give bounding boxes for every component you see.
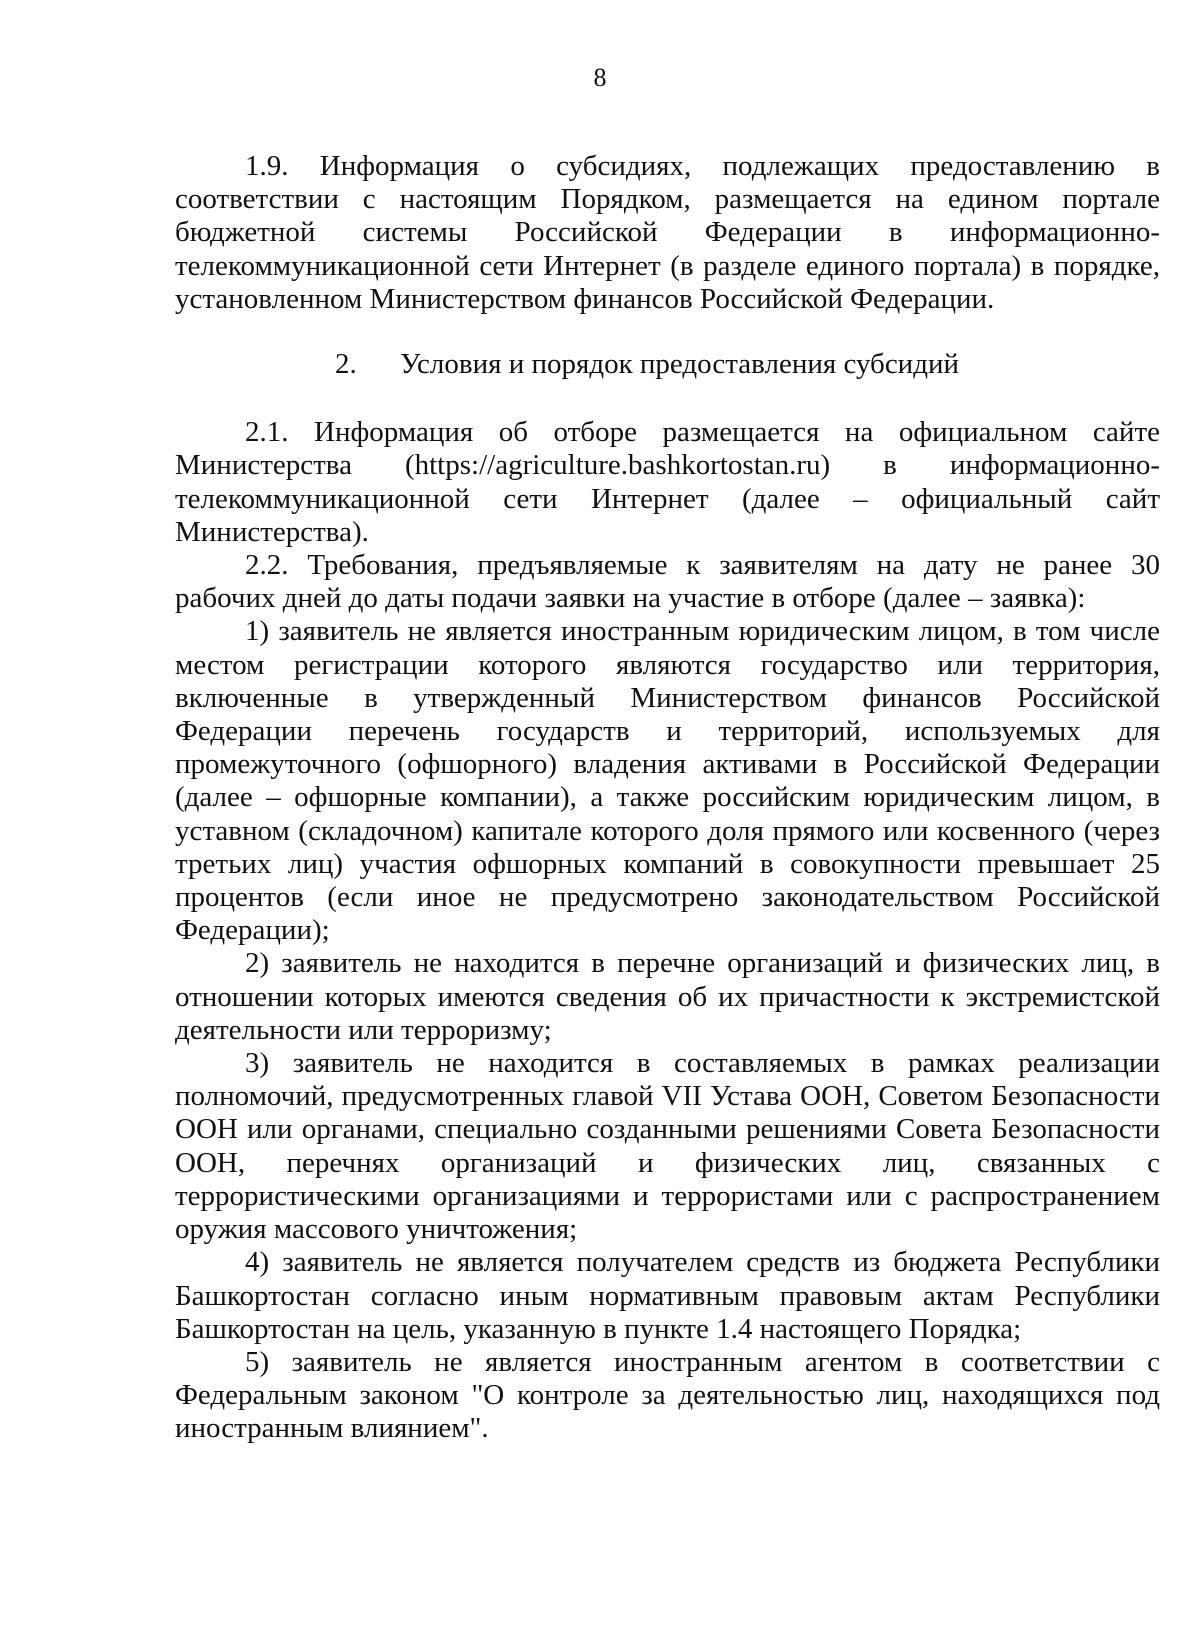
requirement-3: 3) заявитель не находится в составляемых в рамках реализации полномочий, предусмотренных главой VII Устава ООН, Советом Безопасности ООН или органами, специально созданными решениями Совета Безопасности ООН, перечнях организаций и физических лиц, связанных с террористическими организациями и террористами или с распространением оружия массового уничтожения;: [175, 1047, 1160, 1246]
page-number: 8: [593, 63, 607, 92]
section-heading: [175, 348, 1160, 381]
requirement-5: 5) заявитель не является иностранным агентом в соответствии с Федеральным законом "О контроле за деятельностью лиц, находящихся под иностранным влиянием".: [175, 1345, 1160, 1445]
paragraph-2-2: 2.2. Требования, предъявляемые к заявителям на дату не ранее 30 рабочих дней до даты подачи заявки на участие в отборе (далее – заявка):: [175, 549, 1160, 615]
section-number: 2.: [335, 348, 357, 381]
document-body: [175, 150, 1160, 1446]
requirement-2: 2) заявитель не находится в перечне организаций и физических лиц, в отношении которых имеются сведения об их причастности к экстремистской деятельности или терроризму;: [175, 947, 1160, 1046]
requirement-1: 1) заявитель не является иностранным юридическим лицом, в том числе местом регистрации которого являются государство или территория, включенные в утвержденный Министерством финансов Российской Федерации перечень государств и территорий, используемых для промежуточного (офшорного) владения активами в Российской Федерации (далее – офшорные компании), а также российским юридическим лицом, в уставном (складочном) капитале которого доля прямого или косвенного (через третьих лиц) участия офшорных компаний в совокупности превышает 25 процентов (если иное не предусмотрено законодательством Российской Федерации);: [175, 615, 1160, 947]
section-title: Условия и порядок предоставления субсидий: [400, 348, 960, 381]
requirement-4: 4) заявитель не является получателем средств из бюджета Республики Башкортостан согласно иным нормативным правовым актам Республики Башкортостан на цель, указанную в пункте 1.4 настоящего Порядка;: [175, 1246, 1160, 1345]
paragraph-1-9: 1.9. Информация о субсидиях, подлежащих предоставлению в соответствии с настоящим Порядком, размещается на едином портале бюджетной системы Российской Федерации в информационно-телекоммуникационной сети Интернет (в разделе единого портала) в порядке, установленном Министерством финансов Российской Федерации.: [175, 150, 1160, 315]
paragraph-2-1: 2.1. Информация об отборе размещается на официальном сайте Министерства (https://agriculture.bashkortostan.ru) в информационно-телекоммуникационной сети Интернет (далее – официальный сайт Министерства).: [175, 416, 1160, 548]
